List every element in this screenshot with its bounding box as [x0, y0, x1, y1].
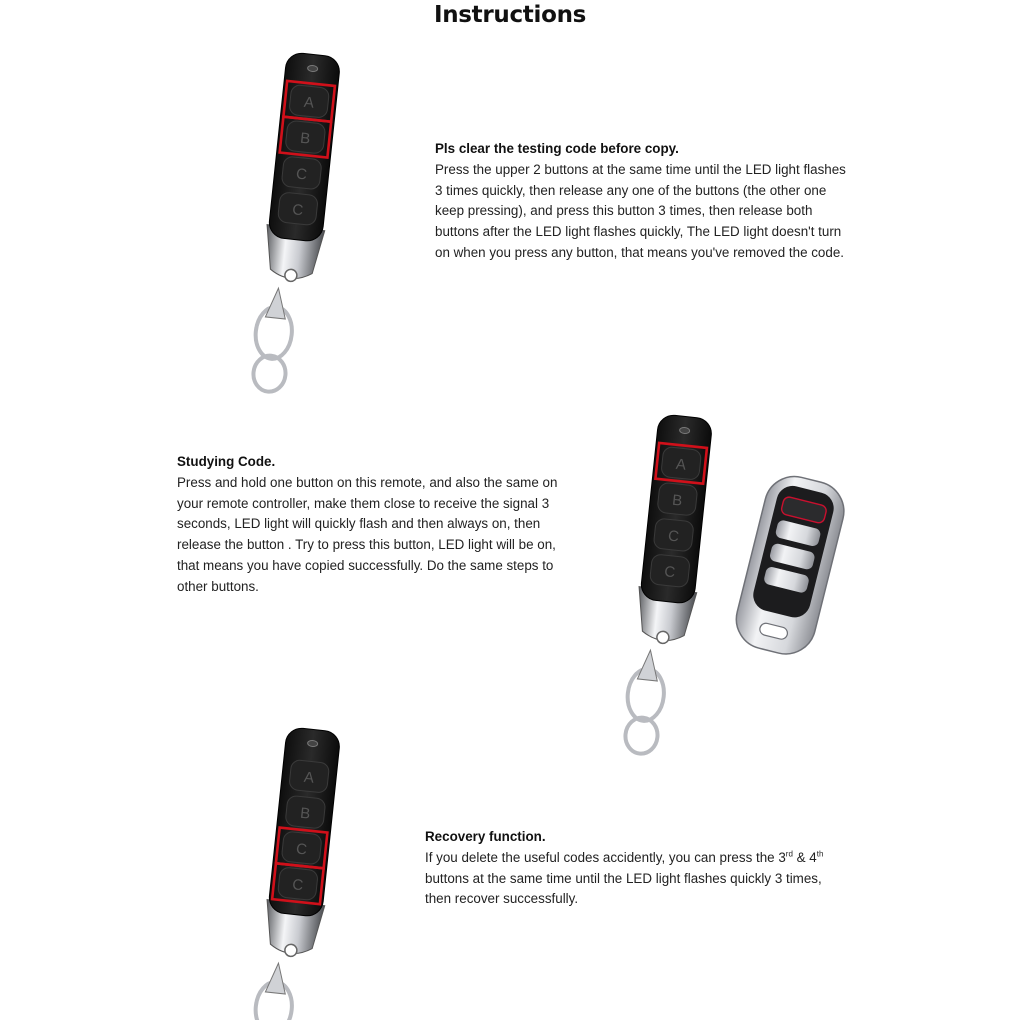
instruction-line: buttons after the LED light flashes quickly, The LED light doesn't turn: [435, 224, 842, 240]
instruction-line: your remote controller, make them close to receive the signal 3: [177, 495, 550, 511]
remote-clear-code: [248, 50, 358, 415]
instruction-line: buttons at the same time until the LED light flashes quickly 3 times,: [425, 870, 822, 886]
remote-studying-code: [620, 412, 730, 777]
silver-remote-drawing: [715, 470, 845, 665]
section-heading: Recovery function.: [425, 829, 546, 844]
remote-key-label: C: [291, 201, 305, 220]
remote-key-c: [281, 156, 322, 190]
instruction-line: Press the upper 2 buttons at the same time until the LED light flashes: [435, 161, 846, 177]
remote-key-label: A: [303, 93, 315, 112]
instruction-line: other buttons.: [177, 578, 259, 594]
remote-key-label: C: [295, 840, 308, 859]
instruction-line: 3 times quickly, then release any one of the buttons (the other one: [435, 182, 827, 198]
remote-key-label: C: [295, 165, 308, 184]
page-title: Instructions: [433, 2, 587, 28]
instruction-line: keep pressing), and press this button 3 times, then release both: [435, 203, 813, 219]
recovery-function-instructions: [425, 827, 823, 910]
line-text: If you delete the useful codes accidently, you can press the 3: [425, 849, 786, 865]
instruction-line: [425, 848, 823, 869]
remote-key-label: B: [299, 129, 312, 148]
remote-key-c: [649, 554, 690, 588]
original-remote-silver: [715, 470, 845, 670]
remote-key-label: A: [303, 768, 315, 787]
section-heading: Pls clear the testing code before copy.: [435, 141, 679, 156]
clear-testing-code-instructions: [435, 139, 846, 264]
remote-key-label: C: [663, 563, 677, 582]
ordinal-suffix: th: [816, 849, 824, 859]
instruction-line: release the button . Try to press this button, LED light will be on,: [177, 537, 556, 553]
remote-key-label: A: [675, 455, 687, 474]
line-text: & 4: [792, 849, 817, 865]
ordinal-suffix: rd: [785, 849, 793, 859]
remote-key-b: [285, 795, 326, 829]
remote-key-a: [289, 759, 330, 793]
instruction-line: seconds, LED light will quickly flash and then always on, then: [177, 516, 541, 532]
remote-key-label: B: [671, 491, 684, 510]
instruction-line: on when you press any button, that means you've removed the code.: [435, 244, 844, 260]
remote-key-c: [653, 518, 694, 552]
instruction-line: that means you have copied successfully. Do the same steps to: [177, 557, 554, 573]
instruction-line: Press and hold one button on this remote, and also the same on: [177, 474, 558, 490]
remote-drawing: [248, 725, 358, 1020]
remote-key-c: [277, 192, 318, 226]
remote-key-label: C: [667, 527, 680, 546]
remote-drawing: [248, 50, 358, 410]
studying-code-instructions: [177, 452, 557, 598]
instruction-line: then recover successfully.: [425, 891, 579, 907]
remote-key-label: C: [291, 876, 305, 895]
remote-key-label: B: [299, 804, 312, 823]
section-heading: Studying Code.: [177, 454, 276, 469]
remote-drawing: [620, 412, 730, 772]
remote-recovery: [248, 725, 358, 1025]
remote-key-b: [657, 482, 698, 516]
